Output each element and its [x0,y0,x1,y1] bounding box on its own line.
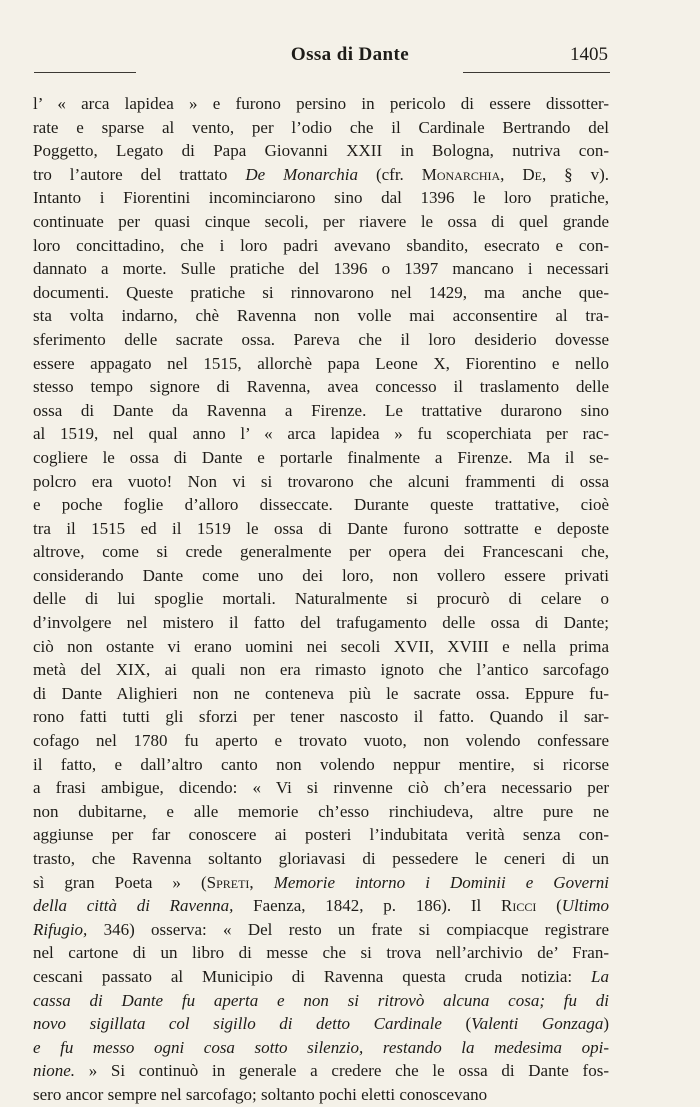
text-run: novo sigillata col sigillo di detto Cardinale [33,1014,442,1034]
text-run: sta volta indarno, chè Ravenna non volle mai acconsentire al tra- [33,306,609,326]
text-run: ( [441,1014,472,1034]
page-header [0,44,700,68]
text-run: Valenti Gonzaga [471,1014,604,1034]
text-run: cofago nel 1780 fu aperto e trovato vuoto, non volendo confessare [33,731,609,751]
text-line [33,257,609,281]
text-run: l’ « arca lapidea » e furono persino in pericolo di essere dissotter- [33,94,609,113]
text-line [33,1059,609,1083]
text-run: e fu messo ogni cosa sotto silenzio, restando la medesima opi- [33,1037,609,1057]
text-run: , § v). [541,164,609,184]
text-line [33,847,609,871]
text-run: De Monarchia [245,164,359,184]
text-run: aggiunse per far conoscere ai posteri l’indubitata verità senza con- [33,825,609,845]
text-line [33,446,609,470]
text-line [33,1083,609,1107]
text-line [33,186,609,210]
text-run: cassa di Dante fu aperta e non si ritrovò alcuna cosa; fu di [33,990,609,1010]
body-text [33,92,609,1107]
text-line [33,871,609,895]
text-line [33,1036,609,1060]
text-run: delle di lui spoglie mortali. Naturalmente si procurò di celare o [33,589,609,609]
page-number: 1405 [570,44,608,65]
text-line [33,753,609,777]
text-run: ) [603,1014,609,1034]
text-run: Intanto i Fiorentini incominciarono sino dal 1396 le loro pratiche, [33,188,609,208]
text-run: documenti. Queste pratiche si rinnovarono nel 1429, ma anche que- [33,282,609,302]
text-run: tro l’autore del trattato [33,164,246,184]
text-line [33,304,609,328]
text-line [33,328,609,352]
text-run: ( [536,896,562,916]
text-run: nione. [33,1061,76,1081]
text-line [33,564,609,588]
text-run: essere appagato nel 1515, allorchè papa Leone X, Fiorentino e nello [33,353,609,373]
text-run: loro concittadino, che i loro padri avevano sbandito, esecrato e con- [33,235,609,255]
text-line [33,281,609,305]
text-run: altrove, come si crede generalmente per opera dei Francescani che, [33,542,609,562]
header-rule-left [34,72,136,73]
text-line [33,989,609,1013]
text-run: (cfr. [358,164,422,184]
text-line [33,823,609,847]
text-line [33,800,609,824]
text-run: il fatto, e dall’altro canto non volendo neppur mentire, si ricorse [33,754,609,774]
text-run: Ricci [501,896,537,916]
text-line [33,918,609,942]
text-line [33,682,609,706]
text-run: continuate per quasi cinque secoli, per riavere le ossa di quel grande [33,211,609,231]
text-line [33,705,609,729]
text-line [33,470,609,494]
text-line [33,941,609,965]
running-title: Ossa di Dante [290,44,410,65]
text-run: polcro era vuoto! Non vi si trovarono che alcuni frammenti di ossa [33,471,609,491]
text-run: dannato a morte. Sulle pratiche del 1396 o 1397 mancano i necessari [33,259,609,279]
text-line [33,1012,609,1036]
text-run: Rifugio, [33,919,88,939]
text-run: e poche foglie d’alloro disseccate. Durante queste trattative, cioè [33,495,609,515]
text-run: al 1519, nel qual anno l’ « arca lapidea » fu scoperchiata per rac- [33,424,609,444]
text-line [33,587,609,611]
text-run: rono fatti tutti gli sforzi per tener nascosto il fatto. Quando il sar- [33,707,609,727]
text-run: cescani passato al Municipio di Ravenna questa cruda notizia: [33,966,592,986]
text-line [33,116,609,140]
text-line [33,658,609,682]
text-run: ossa di Dante da Ravenna a Firenze. Le trattative durarono sino [33,400,609,420]
text-line [33,422,609,446]
text-run: ciò non ostante vi erano uomini nei secoli XVII, XVIII e nella prima [33,636,609,656]
text-line [33,729,609,753]
text-line [33,611,609,635]
text-run: sero ancor sempre nel sarcofago; soltanto pochi eletti conoscevano [33,1084,488,1104]
text-line [33,399,609,423]
text-run: cogliere le ossa di Dante e portarle finalmente a Firenze. Ma il se- [33,447,609,467]
text-run: Ultimo [561,896,609,916]
text-run: considerando Dante come uno dei loro, non vollero essere privati [33,565,609,585]
text-run: Memorie intorno i Dominii e Governi [273,872,609,892]
text-line [33,234,609,258]
text-run: Spreti [206,872,250,892]
text-line [33,352,609,376]
text-run: metà del XIX, ai quali non era rimasto ignoto che l’antico sarcofago [33,660,609,680]
text-run: Poggetto, Legato di Papa Giovanni XXII in Bologna, nutriva con- [33,141,609,161]
text-line [33,776,609,800]
text-run: di Dante Alighieri non ne conteneva più le sacrate ossa. Eppure fu- [33,683,609,703]
text-run: d’involgere nel mistero il fatto del trafugamento delle ossa di Dante; [33,613,609,633]
text-line [33,163,609,187]
text-run: non dubitarne, e alle memorie ch’esso rinchiudeva, altre pure ne [33,801,609,821]
text-run: tra il 1515 ed il 1519 le ossa di Dante furono sottratte e deposte [33,518,609,538]
text-run: » Si continuò in generale a credere che le ossa di Dante fos- [75,1061,609,1081]
text-line [33,894,609,918]
text-run: stesso tempo signore di Ravenna, avea concesso il traslamento delle [33,377,609,397]
text-run: 346) osserva: « Del resto un frate si compiacque registrare [87,919,609,939]
text-line [33,517,609,541]
text-run: trasto, che Ravenna soltanto gloriavasi di pessedere le ceneri di un [33,849,609,868]
text-run: La [591,966,609,986]
text-line [33,965,609,989]
text-run: sì gran Poeta » ( [33,872,207,892]
header-rule-right [463,72,610,73]
text-run: , [249,872,274,892]
text-line [33,493,609,517]
text-run: rate e sparse al vento, per l’odio che il Cardinale Bertrando del [33,117,609,137]
text-run: della città di Ravenna, [33,896,234,916]
text-run: nel cartone di un libro di messe che si trova nell’archivio de’ Fran- [33,943,609,963]
text-line [33,635,609,659]
text-line [33,210,609,234]
text-run: a frasi ambigue, dicendo: « Vi si rinvenne ciò ch’era necessario per [33,778,609,798]
text-run: Monarchia, De [421,164,542,184]
text-line [33,92,609,116]
text-run: Faenza, 1842, p. 186). Il [233,896,502,916]
text-line [33,139,609,163]
text-line [33,375,609,399]
text-line [33,540,609,564]
text-run: sferimento delle sacrate ossa. Pareva che il loro desiderio dovesse [33,329,609,349]
